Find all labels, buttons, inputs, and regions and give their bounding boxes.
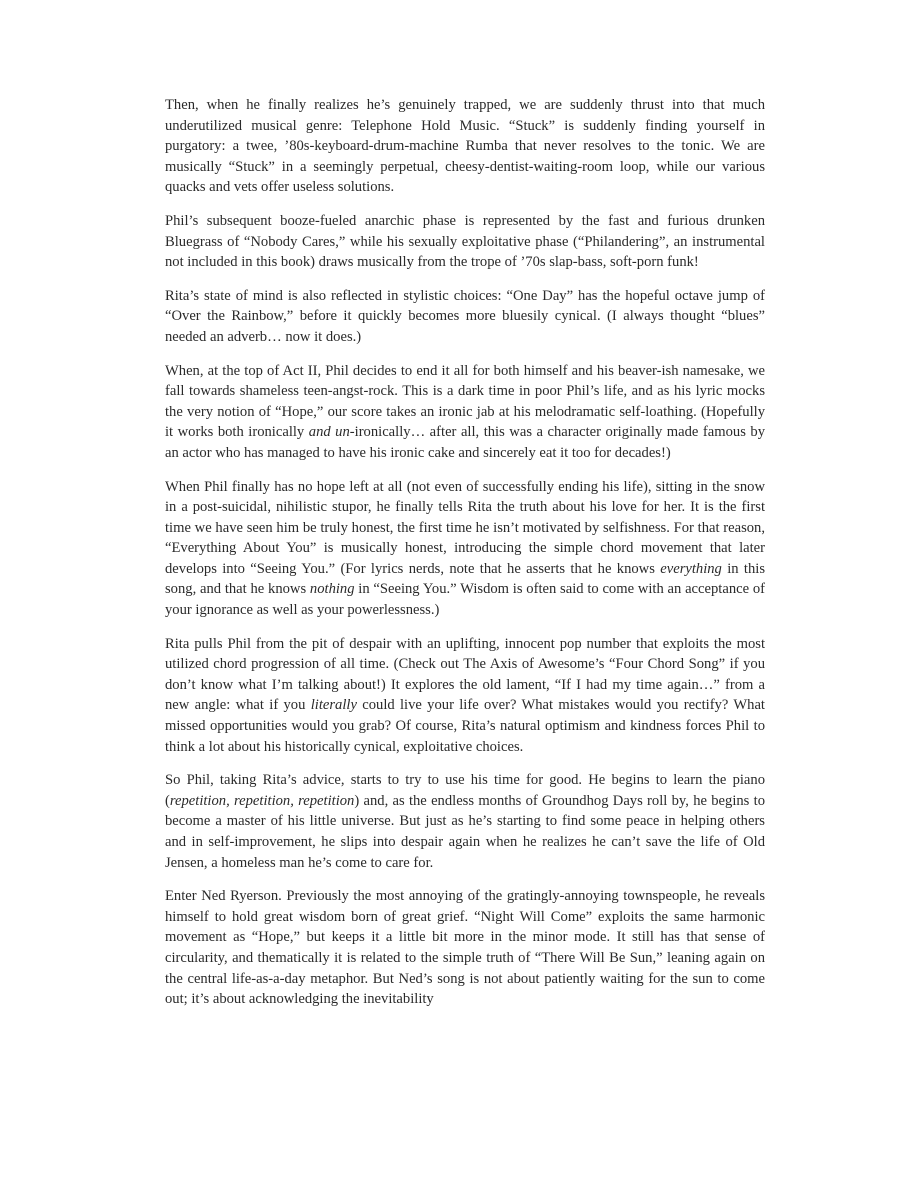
body-paragraph	[165, 477, 765, 621]
body-paragraph	[165, 634, 765, 758]
text-run: Phil’s subsequent booze-fueled anarchic phase is represented by the fast and furious drunken Bluegrass of “Nobody Cares,” while his sexually exploitative phase (“Philandering”, an instrumental not included in this book) draws musically from the trope of ’70s slap-bass, soft-porn funk!	[165, 212, 765, 271]
document-page	[165, 95, 765, 1023]
text-run: Then, when he finally realizes he’s genuinely trapped, we are suddenly thrust into that much underutilized musical genre: Telephone Hold Music. “Stuck” is suddenly finding yourself in purgatory: a twee, ’80s-keyboard-drum-machine Rumba that never resolves to the tonic. We are musically “Stuck” in a seemingly perpetual, cheesy-dentist-waiting-room loop, while our various quacks and vets offer useless solutions.	[165, 97, 765, 196]
text-run: could live your life over? What mistakes would you rectify? What missed opportunities would you grab? Of course, Rita’s natural optimism and kindness forces Phil to think a lot about his historically cynical, exploitative choices.	[165, 697, 765, 755]
text-run: -ironically… after all, this was a character originally made famous by an actor who has managed to have his ironic cake and sincerely eat it too for decades!)	[165, 424, 765, 461]
text-run: So Phil, taking Rita’s advice, starts to try to use his time for good. He begins to learn the piano (	[165, 772, 765, 809]
text-run: ) and, as the endless months of Groundhog Days roll by, he begins to become a master of his little universe. But just as he’s starting to find some peace in helping others and in self-improvement, he slips into despair again when he realizes he can’t save the life of Old Jensen, a homeless man he’s come to care for.	[165, 792, 765, 871]
body-paragraph	[165, 886, 765, 1010]
italic-text: nothing	[309, 581, 355, 598]
body-paragraph	[165, 770, 765, 873]
text-run: Rita’s state of mind is also reflected in stylistic choices: “One Day” has the hopeful octave jump of “Over the Rainbow,” before it quickly becomes more bluesily cynical. (I always thought “blues” needed an adverb… now it does.)	[165, 287, 765, 345]
italic-text: repetition, repetition, repetition	[169, 792, 355, 809]
text-run: Rita pulls Phil from the pit of despair with an uplifting, innocent pop number that exploits the most utilized chord progression of all time. (Check out The Axis of Awesome’s “Four Chord Song” if you don’t know what I’m talking about!) It explores the old lament, “If I had my time again…” from a new angle: what if you	[165, 635, 765, 714]
text-run: When Phil finally has no hope left at all (not even of successfully ending his life), sitting in the snow in a post-suicidal, nihilistic stupor, he finally tells Rita the truth about his love for her. It is the first time we have seen him be truly honest, the first time he isn’t motivated by selfishness. For that reason, “Everything About You” is musically honest, introducing the simple chord movement that later develops into “Seeing You.” (For lyrics nerds, note that he asserts that he knows	[165, 478, 765, 577]
text-run: Enter Ned Ryerson. Previously the most annoying of the gratingly-annoying townspeople, he reveals himself to hold great wisdom born of great grief. “Night Will Come” exploits the same harmonic movement as “Hope,” but keeps it a little bit more in the minor mode. It still has that sense of circularity, and thematically it is related to the simple truth of “There Will Be Sun,” leaning again on the central life-as-a-day metaphor. But Ned’s song is not about patiently waiting for the sun to come out; it’s about acknowledging the inevitability	[165, 888, 765, 1008]
italic-text: and un	[308, 424, 350, 441]
body-paragraph	[165, 211, 765, 273]
text-run: in “Seeing You.” Wisdom is often said to come with an acceptance of your ignorance as well as your powerlessness.)	[165, 581, 765, 619]
body-paragraph	[165, 361, 765, 464]
italic-text: everything	[660, 560, 722, 577]
italic-text: literally	[310, 697, 357, 714]
text-run: When, at the top of Act II, Phil decides to end it all for both himself and his beaver-ish namesake, we fall towards shameless teen-angst-rock. This is a dark time in poor Phil’s life, and as his lyric mocks the very notion of “Hope,” our score takes an ironic jab at his melodramatic self-loathing. (Hopefully it works both ironically	[165, 362, 765, 441]
text-run: in this song, and that he knows	[165, 560, 766, 598]
body-paragraph	[165, 286, 765, 348]
body-paragraph	[165, 95, 765, 198]
